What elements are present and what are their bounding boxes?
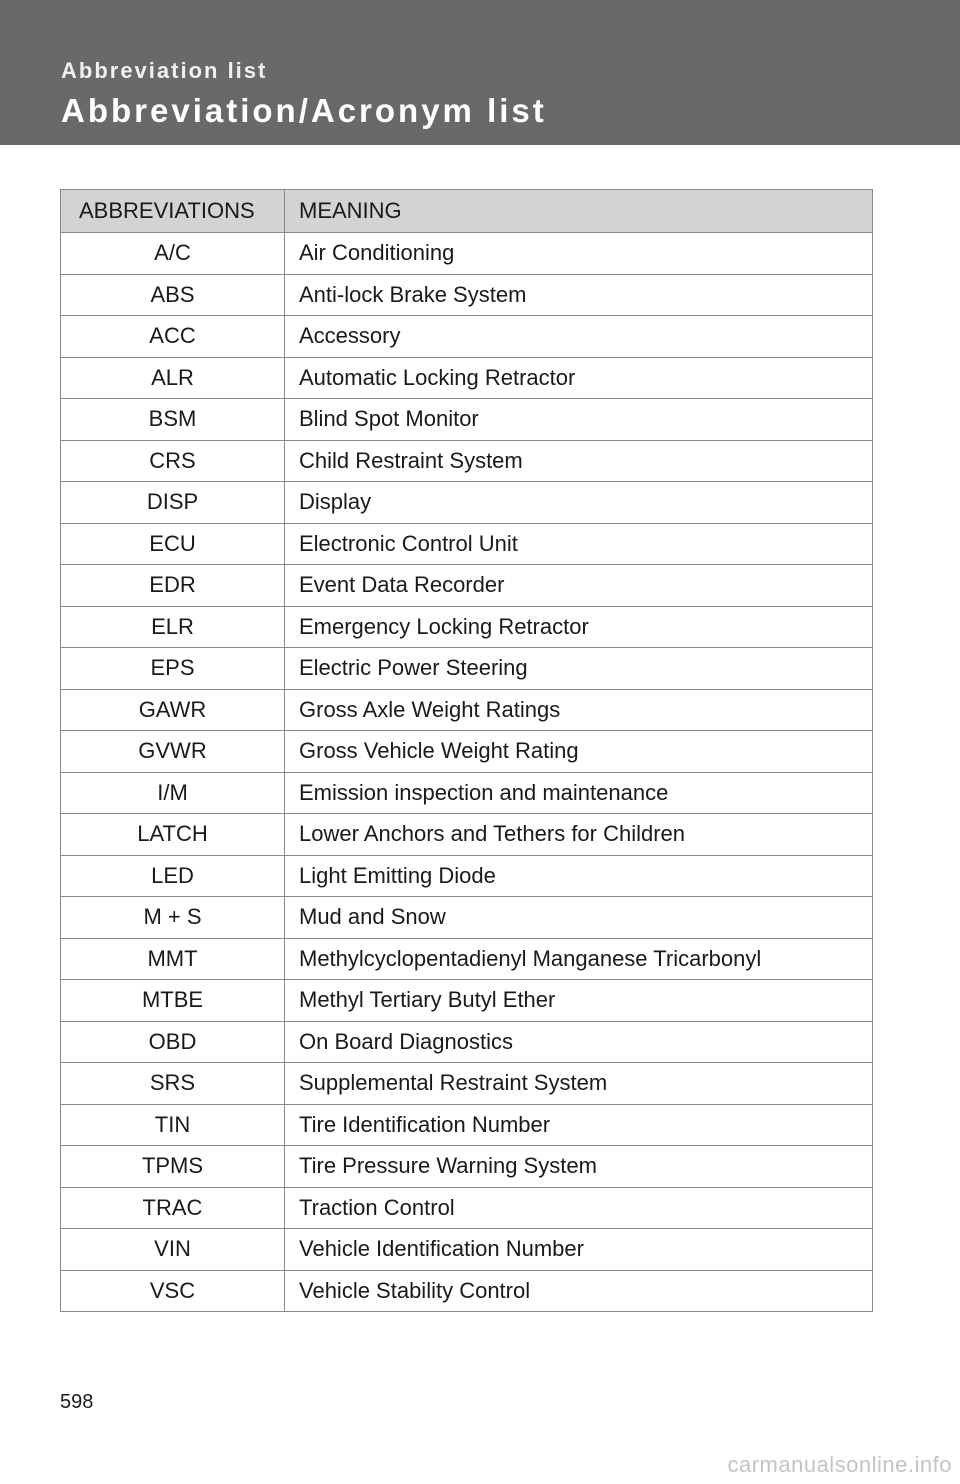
abbreviation-cell: CRS	[61, 440, 285, 482]
meaning-cell: Electric Power Steering	[285, 648, 873, 690]
abbreviation-cell: VIN	[61, 1229, 285, 1271]
abbreviation-cell: OBD	[61, 1021, 285, 1063]
table-row	[61, 1063, 873, 1105]
table-row	[61, 1104, 873, 1146]
meaning-cell: Emergency Locking Retractor	[285, 606, 873, 648]
table-row	[61, 1187, 873, 1229]
table-header-row	[61, 190, 873, 233]
abbreviation-cell: SRS	[61, 1063, 285, 1105]
abbreviation-cell: ELR	[61, 606, 285, 648]
table-row	[61, 814, 873, 856]
table-row	[61, 938, 873, 980]
abbreviation-cell: LATCH	[61, 814, 285, 856]
table-row	[61, 689, 873, 731]
meaning-cell: Supplemental Restraint System	[285, 1063, 873, 1105]
abbreviation-cell: MTBE	[61, 980, 285, 1022]
table-row	[61, 357, 873, 399]
table-body	[61, 233, 873, 1312]
section-label: Abbreviation list	[61, 58, 268, 83]
meaning-cell: Vehicle Identification Number	[285, 1229, 873, 1271]
table-row	[61, 606, 873, 648]
meaning-cell: Mud and Snow	[285, 897, 873, 939]
meaning-cell: Electronic Control Unit	[285, 523, 873, 565]
abbreviation-cell: ECU	[61, 523, 285, 565]
meaning-cell: Event Data Recorder	[285, 565, 873, 607]
meaning-cell: Child Restraint System	[285, 440, 873, 482]
abbreviation-cell: VSC	[61, 1270, 285, 1312]
table-row	[61, 274, 873, 316]
abbreviation-cell: ACC	[61, 316, 285, 358]
meaning-cell: Tire Identification Number	[285, 1104, 873, 1146]
meaning-cell: Emission inspection and maintenance	[285, 772, 873, 814]
meaning-cell: Traction Control	[285, 1187, 873, 1229]
watermark: carmanualsonline.info	[727, 1452, 952, 1477]
abbreviation-cell: A/C	[61, 233, 285, 275]
meaning-cell: Methyl Tertiary Butyl Ether	[285, 980, 873, 1022]
meaning-cell: Display	[285, 482, 873, 524]
meaning-cell: Anti-lock Brake System	[285, 274, 873, 316]
abbreviation-cell: I/M	[61, 772, 285, 814]
table-row	[61, 731, 873, 773]
abbreviation-cell: GVWR	[61, 731, 285, 773]
abbreviation-cell: ALR	[61, 357, 285, 399]
abbreviation-cell: EDR	[61, 565, 285, 607]
table-row	[61, 772, 873, 814]
table-row	[61, 1270, 873, 1312]
abbreviation-cell: TIN	[61, 1104, 285, 1146]
meaning-cell: On Board Diagnostics	[285, 1021, 873, 1063]
abbreviation-cell: TRAC	[61, 1187, 285, 1229]
abbreviation-cell: MMT	[61, 938, 285, 980]
page-header	[0, 0, 960, 145]
abbreviation-cell: LED	[61, 855, 285, 897]
column-header-abbreviations: ABBREVIATIONS	[61, 190, 285, 233]
table-row	[61, 1229, 873, 1271]
abbreviation-cell: ABS	[61, 274, 285, 316]
meaning-cell: Automatic Locking Retractor	[285, 357, 873, 399]
meaning-cell: Methylcyclopentadienyl Manganese Tricarbonyl	[285, 938, 873, 980]
abbreviation-cell: DISP	[61, 482, 285, 524]
table-row	[61, 565, 873, 607]
page-title: Abbreviation/Acronym list	[61, 92, 547, 129]
table-row	[61, 648, 873, 690]
table-row	[61, 233, 873, 275]
abbreviation-cell: M + S	[61, 897, 285, 939]
meaning-cell: Blind Spot Monitor	[285, 399, 873, 441]
meaning-cell: Accessory	[285, 316, 873, 358]
table-row	[61, 440, 873, 482]
table-row	[61, 1021, 873, 1063]
table-row	[61, 523, 873, 565]
meaning-cell: Tire Pressure Warning System	[285, 1146, 873, 1188]
abbreviation-cell: EPS	[61, 648, 285, 690]
table-row	[61, 855, 873, 897]
meaning-cell: Gross Vehicle Weight Rating	[285, 731, 873, 773]
table-row	[61, 1146, 873, 1188]
abbreviation-cell: TPMS	[61, 1146, 285, 1188]
table-row	[61, 897, 873, 939]
column-header-meaning: MEANING	[285, 190, 873, 233]
abbreviation-table	[60, 189, 873, 1312]
meaning-cell: Lower Anchors and Tethers for Children	[285, 814, 873, 856]
abbreviation-cell: GAWR	[61, 689, 285, 731]
abbreviation-cell: BSM	[61, 399, 285, 441]
table-row	[61, 316, 873, 358]
meaning-cell: Light Emitting Diode	[285, 855, 873, 897]
meaning-cell: Gross Axle Weight Ratings	[285, 689, 873, 731]
page-number: 598	[60, 1391, 94, 1413]
meaning-cell: Air Conditioning	[285, 233, 873, 275]
table-row	[61, 980, 873, 1022]
table-row	[61, 482, 873, 524]
meaning-cell: Vehicle Stability Control	[285, 1270, 873, 1312]
table-row	[61, 399, 873, 441]
